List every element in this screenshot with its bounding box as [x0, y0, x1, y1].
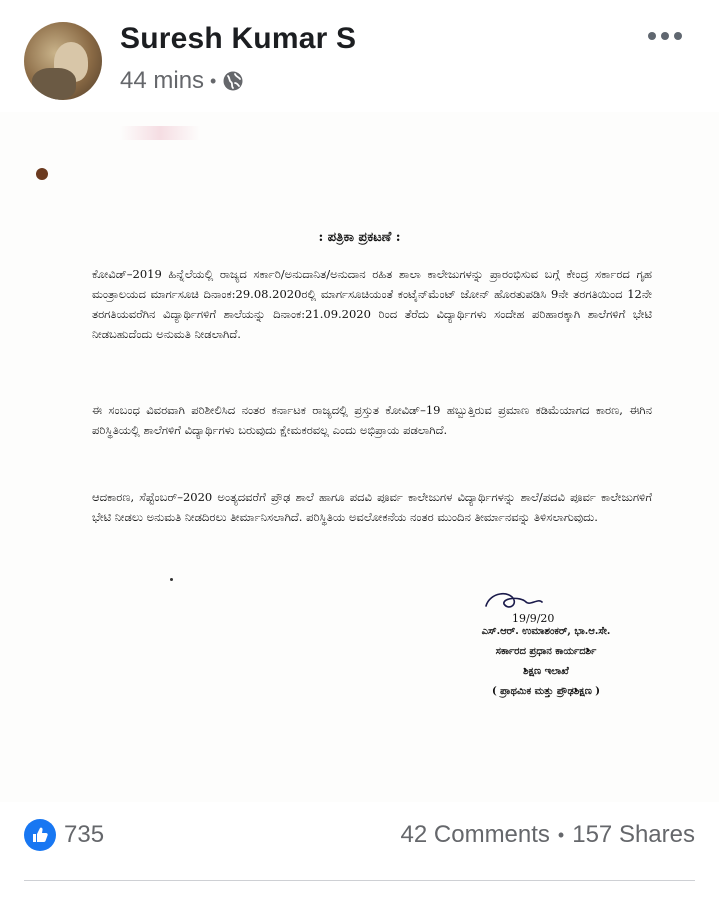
author-avatar[interactable] — [24, 22, 102, 100]
document-stain — [36, 168, 48, 180]
signatory-line: ಶಿಕ್ಷಣ ಇಲಾಖೆ — [523, 666, 569, 677]
post-meta — [120, 66, 244, 96]
post-image-document[interactable] — [0, 112, 719, 802]
signature-date: 19/9/20 — [512, 612, 555, 625]
document-paragraph: ಈ ಸಂಬಂಧ ವಿವರವಾಗಿ ಪರಿಶೀಲಿಸಿದ ನಂತರ ಕರ್ನಾಟಕ ರಾಜ್ಯದಲ್ಲಿ ಪ್ರಸ್ತುತ ಕೋವಿಡ್–19 ಹಬ್ಬುತ್ತಿರುವ ಪ್ರಮಾಣ ಕಡಿಮೆಯಾಗದ ಕಾರಣ, ಈಗಿನ ಪರಿಸ್ಥಿತಿಯಲ್ಲಿ ಶಾಲೆಗಳಿಗೆ ವಿದ್ಯಾರ್ಥಿಗಳು ಬರುವುದು ಕ್ಷೇಮಕರವಲ್ಲ ಎಂದು ಅಭಿಪ್ರಾಯ ಪಡಲಾಗಿದೆ. — [92, 403, 652, 437]
document-paragraph: ಆದಕಾರಣ, ಸೆಪ್ಟೆಂಬರ್–2020 ಅಂತ್ಯದವರೆಗೆ ಪ್ರೌಢ ಶಾಲೆ ಹಾಗೂ ಪದವಿ ಪೂರ್ವ ಕಾಲೇಜುಗಳ ವಿದ್ಯಾರ್ಥಿಗಳನ್ನು ಶಾಲೆ/ಪದವಿ ಪೂರ್ವ ಕಾಲೇಜುಗಳಿಗೆ ಭೇಟಿ ನೀಡಲು ಅನುಮತಿ ನೀಡದಿರಲು ತೀರ್ಮಾನಿಸಲಾಗಿದೆ. ಪರಿಸ್ಥಿತಿಯ ಅವಲೋಕನೆಯ ನಂತರ ಮುಂದಿನ ತೀರ್ಮಾನವನ್ನು ತಿಳಿಸಲಾಗುವುದು. — [92, 490, 652, 524]
document-paragraph: ಕೋವಿಡ್–2019 ಹಿನ್ನೆಲೆಯಲ್ಲಿ ರಾಜ್ಯದ ಸರ್ಕಾರಿ/ಅನುದಾನಿತ/ಅನುದಾನ ರಹಿತ ಶಾಲಾ ಕಾಲೇಜುಗಳನ್ನು ಪ್ರಾರಂಭಿಸುವ ಬಗ್ಗೆ ಕೇಂದ್ರ ಸರ್ಕಾರದ ಗೃಹ ಮಂತ್ರಾಲಯದ ಮಾರ್ಗಸೂಚಿ ದಿನಾಂಕ:29.08.2020ರಲ್ಲಿ ಮಾರ್ಗಸೂಚಿಯಂತೆ ಕಂಟೈನ್‌ಮೆಂಟ್ ಜೋನ್ ಹೊರತುಪಡಿಸಿ 9ನೇ ತರಗತಿಯಿಂದ 12ನೇ ತರಗತಿಯವರೆಗಿನ ವಿದ್ಯಾರ್ಥಿಗಳಿಗೆ ಶಾಲೆಯನ್ನು ದಿನಾಂಕ:21.09.2020 ರಿಂದ ತೆರೆದು ವಿದ್ಯಾರ್ಥಿಗಳು ಸಂದೇಹ ಪರಿಹಾರಕ್ಕಾಗಿ ಶಾಲೆಗಳಿಗೆ ಭೇಟಿ ನೀಡಬಹುದೆಂದು ಅನುಮತಿ ನೀಡಲಾಗಿದೆ. — [92, 267, 652, 341]
post-footer — [0, 805, 719, 897]
document-title: : ಪತ್ರಿಕಾ ಪ್ರಕಟಣೆ : — [318, 230, 401, 245]
post-header — [0, 0, 719, 110]
globe-icon — [222, 70, 244, 92]
more-options-icon[interactable] — [648, 32, 684, 44]
signatory-line: ಎಸ್.ಆರ್. ಉಮಾಶಂಕರ್, ಭಾ.ಆ.ಸೇ. — [481, 626, 611, 637]
meta-separator: • — [210, 70, 217, 91]
signatory-block — [446, 622, 646, 702]
engagement-stats — [401, 821, 695, 849]
comments-count[interactable]: 42 Comments — [400, 821, 550, 848]
stats-separator: • — [557, 824, 565, 845]
document-speck — [170, 578, 173, 581]
footer-divider — [24, 880, 695, 881]
author-name[interactable]: Suresh Kumar S — [120, 22, 357, 55]
like-icon[interactable] — [24, 819, 56, 851]
signatory-line: ಸರ್ಕಾರದ ಪ್ರಧಾನ ಕಾರ್ಯದರ್ಶಿ — [495, 646, 597, 657]
post-time[interactable]: 44 mins — [120, 67, 205, 94]
like-count[interactable]: 735 — [64, 821, 105, 848]
image-smudge — [120, 126, 200, 140]
shares-count[interactable]: 157 Shares — [572, 821, 695, 848]
signatory-line: ( ಪ್ರಾಥಮಿಕ ಮತ್ತು ಪ್ರೌಢಶಿಕ್ಷಣ ) — [491, 686, 601, 697]
